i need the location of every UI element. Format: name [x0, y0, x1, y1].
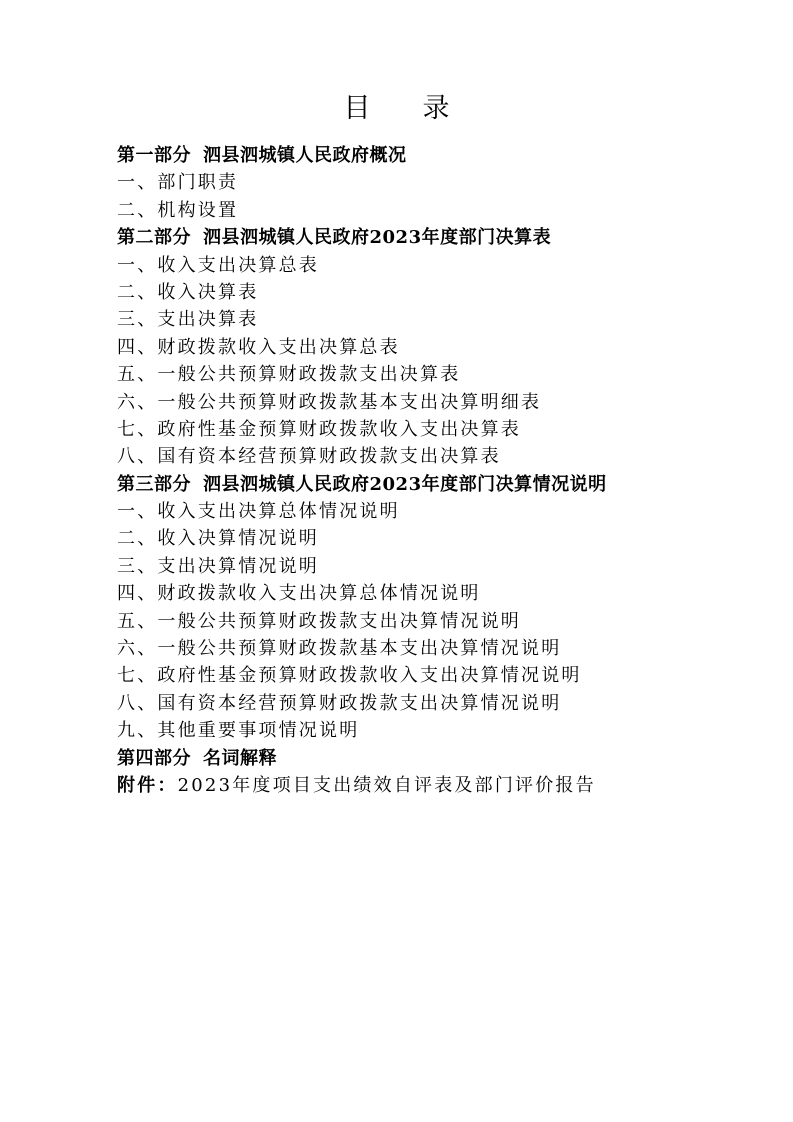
- part-name: 泗县泗城镇人民政府2023年度部门决算表: [203, 227, 552, 249]
- toc-item: 七、政府性基金预算财政拨款收入支出决算表: [117, 418, 521, 440]
- toc-item: 五、一般公共预算财政拨款支出决算表: [117, 364, 461, 386]
- toc-item: 六、一般公共预算财政拨款基本支出决算情况说明: [117, 638, 562, 660]
- toc-part-4: [117, 745, 757, 772]
- toc-item: 八、国有资本经营预算财政拨款支出决算情况说明: [117, 692, 562, 714]
- toc-item: 四、财政拨款收入支出决算总表: [117, 336, 400, 358]
- toc-item: 四、财政拨款收入支出决算总体情况说明: [117, 583, 481, 605]
- toc-attachment: [117, 772, 757, 799]
- toc-item: 九、其他重要事项情况说明: [117, 720, 360, 742]
- part-label: 第一部分: [117, 145, 191, 166]
- toc-item: 八、国有资本经营预算财政拨款支出决算表: [117, 446, 501, 468]
- toc-item: 一、收入支出决算总表: [117, 254, 319, 276]
- toc-title: [0, 86, 793, 125]
- toc-item: 一、收入支出决算总体情况说明: [117, 501, 400, 523]
- toc-item: 三、支出决算情况说明: [117, 555, 319, 577]
- toc-item: 二、收入决算表: [117, 281, 259, 303]
- part-name: 泗县泗城镇人民政府2023年度部门决算情况说明: [203, 473, 607, 495]
- toc-item: 二、收入决算情况说明: [117, 528, 319, 550]
- toc-title-char-1: 目: [343, 93, 371, 124]
- toc-item: 一、部门职责: [117, 172, 239, 194]
- part-name: 泗县泗城镇人民政府概况: [203, 145, 407, 166]
- part-label: 第二部分: [117, 227, 191, 249]
- part-label: 第四部分: [117, 747, 191, 769]
- toc-part-1: [117, 142, 757, 169]
- toc-item: 二、机构设置: [117, 199, 239, 221]
- attachment-text: 2023年度项目支出绩效自评表及部门评价报告: [177, 774, 596, 796]
- toc-item: 七、政府性基金预算财政拨款收入支出决算情况说明: [117, 665, 582, 687]
- toc-title-char-2: 录: [422, 93, 450, 124]
- toc-item: 五、一般公共预算财政拨款支出决算情况说明: [117, 610, 521, 632]
- attachment-label: 附件：: [117, 774, 178, 796]
- toc-item: 三、支出决算表: [117, 309, 259, 331]
- toc-item: 六、一般公共预算财政拨款基本支出决算明细表: [117, 391, 542, 413]
- toc-part-2: [117, 224, 757, 251]
- toc-part-3: [117, 471, 757, 498]
- part-name: 名词解释: [203, 747, 277, 769]
- table-of-contents: [117, 142, 757, 799]
- part-label: 第三部分: [117, 473, 191, 495]
